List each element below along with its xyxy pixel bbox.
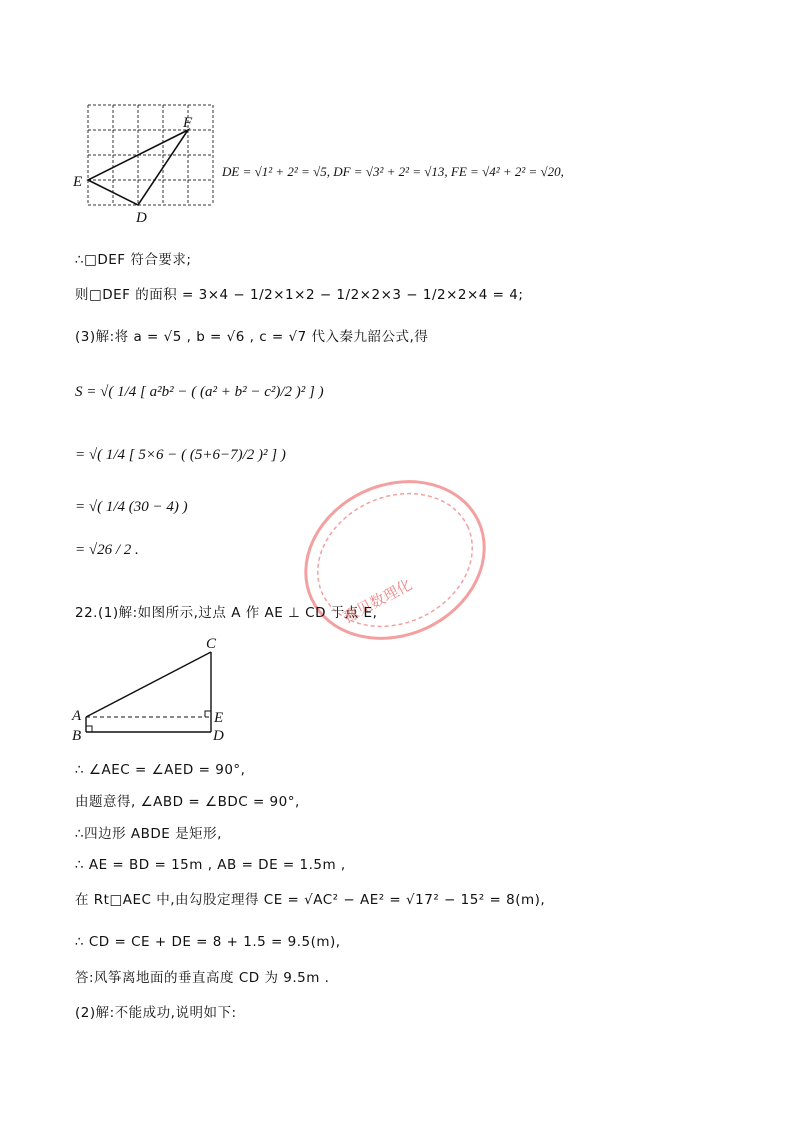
q22-line-5: 在 Rt□AEC 中,由勾股定理得 CE = √AC² − AE² = √17² − 15² = 8(m),	[75, 892, 546, 908]
right-angle-e	[205, 711, 211, 717]
formula-result: = √26 / 2 .	[75, 542, 139, 558]
q22-line-1: ∴ ∠AEC = ∠AED = 90°,	[75, 762, 246, 778]
conclusion-fits: ∴□DEF 符合要求;	[75, 252, 192, 268]
q22-intro: 22.(1)解:如图所示,过点 A 作 AE ⊥ CD 于点 E,	[75, 605, 378, 621]
part3-intro: (3)解:将 a = √5 , b = √6 , c = √7 代入秦九韶公式,得	[75, 329, 429, 345]
label-a: A	[72, 708, 82, 724]
label-b: B	[72, 728, 82, 744]
formula-step-2: = √( 1/4 [ 5×6 − ( (5+6−7)/2 )² ] )	[75, 447, 286, 463]
side-lengths-formula	[222, 162, 564, 182]
q22-line-6: ∴ CD = CE + DE = 8 + 1.5 = 9.5(m),	[75, 934, 341, 950]
kite-figure	[68, 632, 238, 747]
formula-s: S = √( 1/4 [ a²b² − ( (a² + b² − c²)/2 )² ] )	[75, 384, 324, 400]
label-f: F	[183, 115, 193, 131]
segment-ac	[86, 652, 211, 717]
area-line: 则□DEF 的面积 = 3×4 − 1/2×1×2 − 1/2×2×3 − 1/2×2×4 = 4;	[75, 287, 524, 303]
grid-triangle-figure	[70, 100, 230, 230]
q22-line-8: (2)解:不能成功,说明如下:	[75, 1005, 237, 1021]
formula-step-3: = √( 1/4 (30 − 4) )	[75, 499, 188, 515]
label-c: C	[206, 636, 217, 652]
q22-line-2: 由题意得, ∠ABD = ∠BDC = 90°,	[75, 794, 300, 810]
formula-text: DE = √1² + 2² = √5, DF = √3² + 2² = √13, FE = √4² + 2² = √20,	[222, 164, 564, 179]
label-e: E	[73, 174, 83, 190]
label-d2: D	[213, 728, 224, 744]
q22-line-3: ∴四边形 ABDE 是矩形,	[75, 826, 222, 842]
label-e2: E	[214, 710, 224, 726]
stamp-text: 豫见数理化	[340, 575, 416, 627]
q22-line-4: ∴ AE = BD = 15m , AB = DE = 1.5m ,	[75, 857, 346, 873]
right-angle-b	[86, 726, 92, 732]
q22-line-7: 答:风筝离地面的垂直高度 CD 为 9.5m .	[75, 970, 330, 986]
label-d: D	[136, 210, 147, 226]
